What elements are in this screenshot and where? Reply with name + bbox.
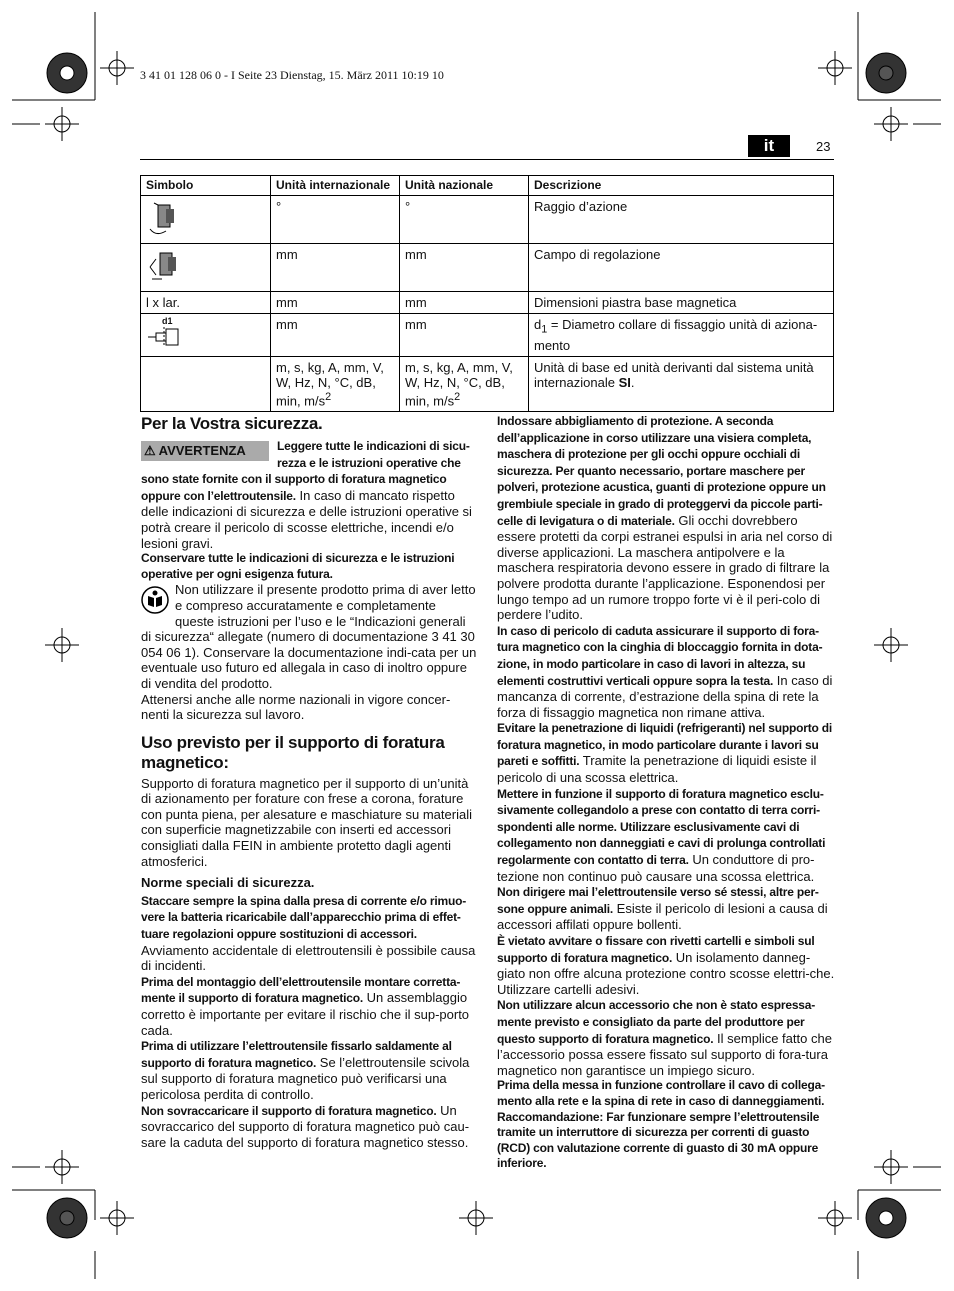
table-cell: ° <box>271 196 400 244</box>
symbol-table <box>140 175 834 412</box>
sub-1: 1 <box>541 323 548 336</box>
symbol-cell <box>141 244 271 292</box>
bold-text: Non sovraccaricare il supporto di foratura magnetico. <box>141 1103 437 1118</box>
body-text: Un assemblaggio corretto è importante per evitare il rischio che il sup-porto cada. <box>141 990 470 1038</box>
table-header-row <box>141 176 834 196</box>
body-text: Il semplice fatto che l’accessorio possa essere fissato sul supporto di fora-tura magnetico non garantisce un impiego sicuro. <box>497 1030 832 1078</box>
header-rule <box>140 159 834 160</box>
table-cell: Campo di regolazione <box>529 244 834 292</box>
table-cell <box>271 356 400 411</box>
body-text: Un isolamento danneg-giato non offre alcuna protezione contro scosse elettri-che. Utilizzare cartelli adesivi. <box>497 949 835 997</box>
table-cell: l x lar. <box>141 292 271 314</box>
d-label: d <box>534 317 542 332</box>
swivel-range-icon <box>146 199 180 237</box>
warning-triangle-icon: ⚠ <box>144 443 156 458</box>
table-row <box>141 356 834 411</box>
collar-diameter-icon <box>146 326 180 348</box>
sup-2: 2 <box>325 390 332 403</box>
warning-badge <box>141 441 269 461</box>
bold-text: In caso di pericolo di caduta assicurare il supporto di fora-tura magnetico con la cinghia di bloccaggio fornita in dota-zione, in modo particolare in caso di lavori in altezza, su elementi costruttivi verticali oppure sopra la testa. <box>497 623 823 688</box>
bold-text: Staccare sempre la spina dalla presa di corrente e/o rimuo-vere la batteria ricaricabile dall’apparecchio prima di effet-tuare regolazioni oppure sostituzioni di accessori. <box>141 893 467 942</box>
page-number: 23 <box>816 139 831 154</box>
si-label: SI <box>618 374 631 390</box>
bold-text: È vietato avvitare o fissare con rivetti cartelli e simboli sul supporto di foratura magnetico. <box>497 934 815 965</box>
table-cell <box>141 356 271 411</box>
bold-text: Evitare la penetrazione di liquidi (refrigeranti) nel supporto di foratura magnetico, in modo particolare durante i lavori su pareti e soffitti. <box>497 721 833 769</box>
bold-text: Mettere in funzione il supporto di foratura magnetico esclu-sivamente collegandolo a prese con contatto di terra corri-spondenti alle norme. Utilizzare esclusivamente cavi di collegamento non danneggiati e cavi di prolunga controllati regolarmente con contatto di terra. <box>497 786 826 868</box>
body-text: In caso di mancanza di corrente, d’estrazione della spina di rete la forza di fissaggio magnetica non rimane attiva. <box>497 672 833 720</box>
desc-text: Unità di base ed unità derivanti dal sistema unità internazionale <box>534 359 814 390</box>
table-row <box>141 292 834 314</box>
print-meta: 3 41 01 128 06 0 - I Seite 23 Dienstag, 15. März 2011 10:19 10 <box>140 68 444 82</box>
table-cell: mm <box>400 292 529 314</box>
table-cell: mm <box>271 314 400 357</box>
body-text: Se l’elettroutensile scivola sul supporto di foratura magnetico può verificarsi una pericolosa perdita di controllo. <box>141 1054 470 1102</box>
special-rules-heading: Norme speciali di sicurezza. <box>141 875 315 891</box>
body-text: Gli occhi dovrebbero essere protetti da corpi estranei espulsi in aria nel corso di diverse applicazioni. La maschera antipolvere e la maschera respiratoria devono essere in grado di filtrare la polvere prodotta durante l’applicazione. Esponendosi per lungo tempo ad un rumore troppo forte vi è il peri-colo di perdere l’udito. <box>497 512 833 623</box>
adjustment-range-icon <box>146 247 180 285</box>
symbol-cell <box>141 314 271 357</box>
body-text: Tramite la penetrazione di liquidi esiste il pericolo di una scossa elettrica. <box>497 753 817 786</box>
bold-paragraph: Prima della messa in funzione controllare il cavo di collega-mento alla rete e la spina di rete in caso di danneggiamenti. <box>497 1078 825 1108</box>
body-text: Esiste il pericolo di lesioni a causa di accessori affilati oppure bollenti. <box>497 900 828 933</box>
bold-text: Indossare abbigliamento di protezione. A seconda dell’applicazione in corso utilizzare una visiera completa, maschera di protezione per gli occhi oppure occhiali di sicurezza. Per quanto necessario, portare maschere per polveri, protezione acustica, guanti di protezione oppure un grembiule speciale in grado di proteggervi da piccole parti-celle di levigatura o di materiale. <box>497 414 826 528</box>
bold-paragraph: Conservare tutte le indicazioni di sicurezza e le istruzioni operative per ogni esigenza futura. <box>141 551 455 581</box>
symbol-cell <box>141 196 271 244</box>
table-row <box>141 244 834 292</box>
table-cell: mm <box>271 244 400 292</box>
language-tab: it <box>748 135 790 157</box>
bold-paragraph: Raccomandazione: Far funzionare sempre l’elettroutensile tramite un interruttore di sicurezza per correnti di guasto (RCD) con valutazione corrente di guasto di 30 mA oppure inferiore. <box>497 1109 820 1171</box>
table-row <box>141 314 834 357</box>
body-text: Attenersi anche alle norme nazionali in vigore concer-nenti la sicurezza sul lavoro. <box>141 691 451 723</box>
bold-text: Non dirigere mai l’elettroutensile verso sé stessi, altre per-sone oppure animali. <box>497 885 819 916</box>
table-cell: mm <box>400 244 529 292</box>
table-header: Descrizione <box>529 176 834 196</box>
read-manual-icon <box>141 586 169 614</box>
body-text: In caso di mancato rispetto delle indicazioni di sicurezza e delle istruzioni operative si potrà creare il pericolo di scosse elettriche, incendi e/o lesioni gravi. <box>141 487 472 551</box>
desc-end: . <box>630 374 635 390</box>
intended-use-heading: Uso previsto per il supporto di foratura magnetico: <box>141 732 445 772</box>
bold-text: Non utilizzare alcun accessorio che non è stato espressa-mente previsto e consigliato da parte del produttore per questo supporto di foratura magnetico. <box>497 998 816 1046</box>
body-text: Non utilizzare il presente prodotto prima di aver letto e compreso accuratamente e completamente queste istruzioni per l’uso e le “Indicazioni generali di sicurezza“ allegate (numero di documentazione 3 41 30 054 06 1). Conservare la documentazione indi-cata per un eventuale uso futuro ed allegala in caso di inoltro oppure di vendita del prodotto. <box>141 582 477 691</box>
table-cell <box>529 314 834 357</box>
table-header: Unità nazionale <box>400 176 529 196</box>
bold-text: Prima del montaggio dell’elettroutensile montare corretta-mente il supporto di foratura magnetico. <box>141 974 461 1006</box>
units-text: m, s, kg, A, mm, V, W, Hz, N, °C, dB, min, m/s <box>276 359 384 408</box>
warning-label: AVVERTENZA <box>158 443 246 458</box>
d1-label: d1 <box>162 316 173 326</box>
safety-heading: Per la Vostra sicurezza. <box>141 414 323 433</box>
bold-text: Leggere tutte le indicazioni di sicu-rezza e le istruzioni operative che sono state fornite con il supporto di foratura magnetico oppure con l’elettroutensile. <box>141 439 470 503</box>
bold-text: Prima di utilizzare l’elettroutensile fissarlo saldamente al supporto di foratura magnetico. <box>141 1039 452 1070</box>
left-column <box>141 414 478 1150</box>
table-header: Simbolo <box>141 176 271 196</box>
body-text: Un conduttore di pro-tezione non continuo può causare una scossa elettrica. <box>497 852 815 884</box>
body-text: Avviamento accidentale di elettroutensili è possibile causa di incidenti. <box>141 942 476 974</box>
body-text: Un sovraccarico del supporto di foratura magnetico può cau-sare la caduta del supporto di foratura magnetico stesso. <box>141 1102 470 1150</box>
table-header: Unità internazionale <box>271 176 400 196</box>
table-cell: mm <box>271 292 400 314</box>
desc-text: = Diametro collare di fissaggio unità di aziona-mento <box>534 317 818 353</box>
table-cell <box>529 356 834 411</box>
sup-2: 2 <box>454 390 461 403</box>
table-cell: mm <box>400 314 529 357</box>
units-text: m, s, kg, A, mm, V, W, Hz, N, °C, dB, min, m/s <box>405 359 513 408</box>
table-row <box>141 196 834 244</box>
body-text: Supporto di foratura magnetico per il supporto di un’unità di azionamento per forature con frese a corona, forature con punta piena, per alesature e maschiature su materiali con superficie magnetizzabile con inserti ed accessori consigliati dalla FEIN in ambiente protetto dagli agenti atmosferici. <box>141 775 472 869</box>
table-cell: ° <box>400 196 529 244</box>
right-column <box>497 413 835 1172</box>
table-cell: Raggio d’azione <box>529 196 834 244</box>
table-cell <box>400 356 529 411</box>
table-cell: Dimensioni piastra base magnetica <box>529 292 834 314</box>
